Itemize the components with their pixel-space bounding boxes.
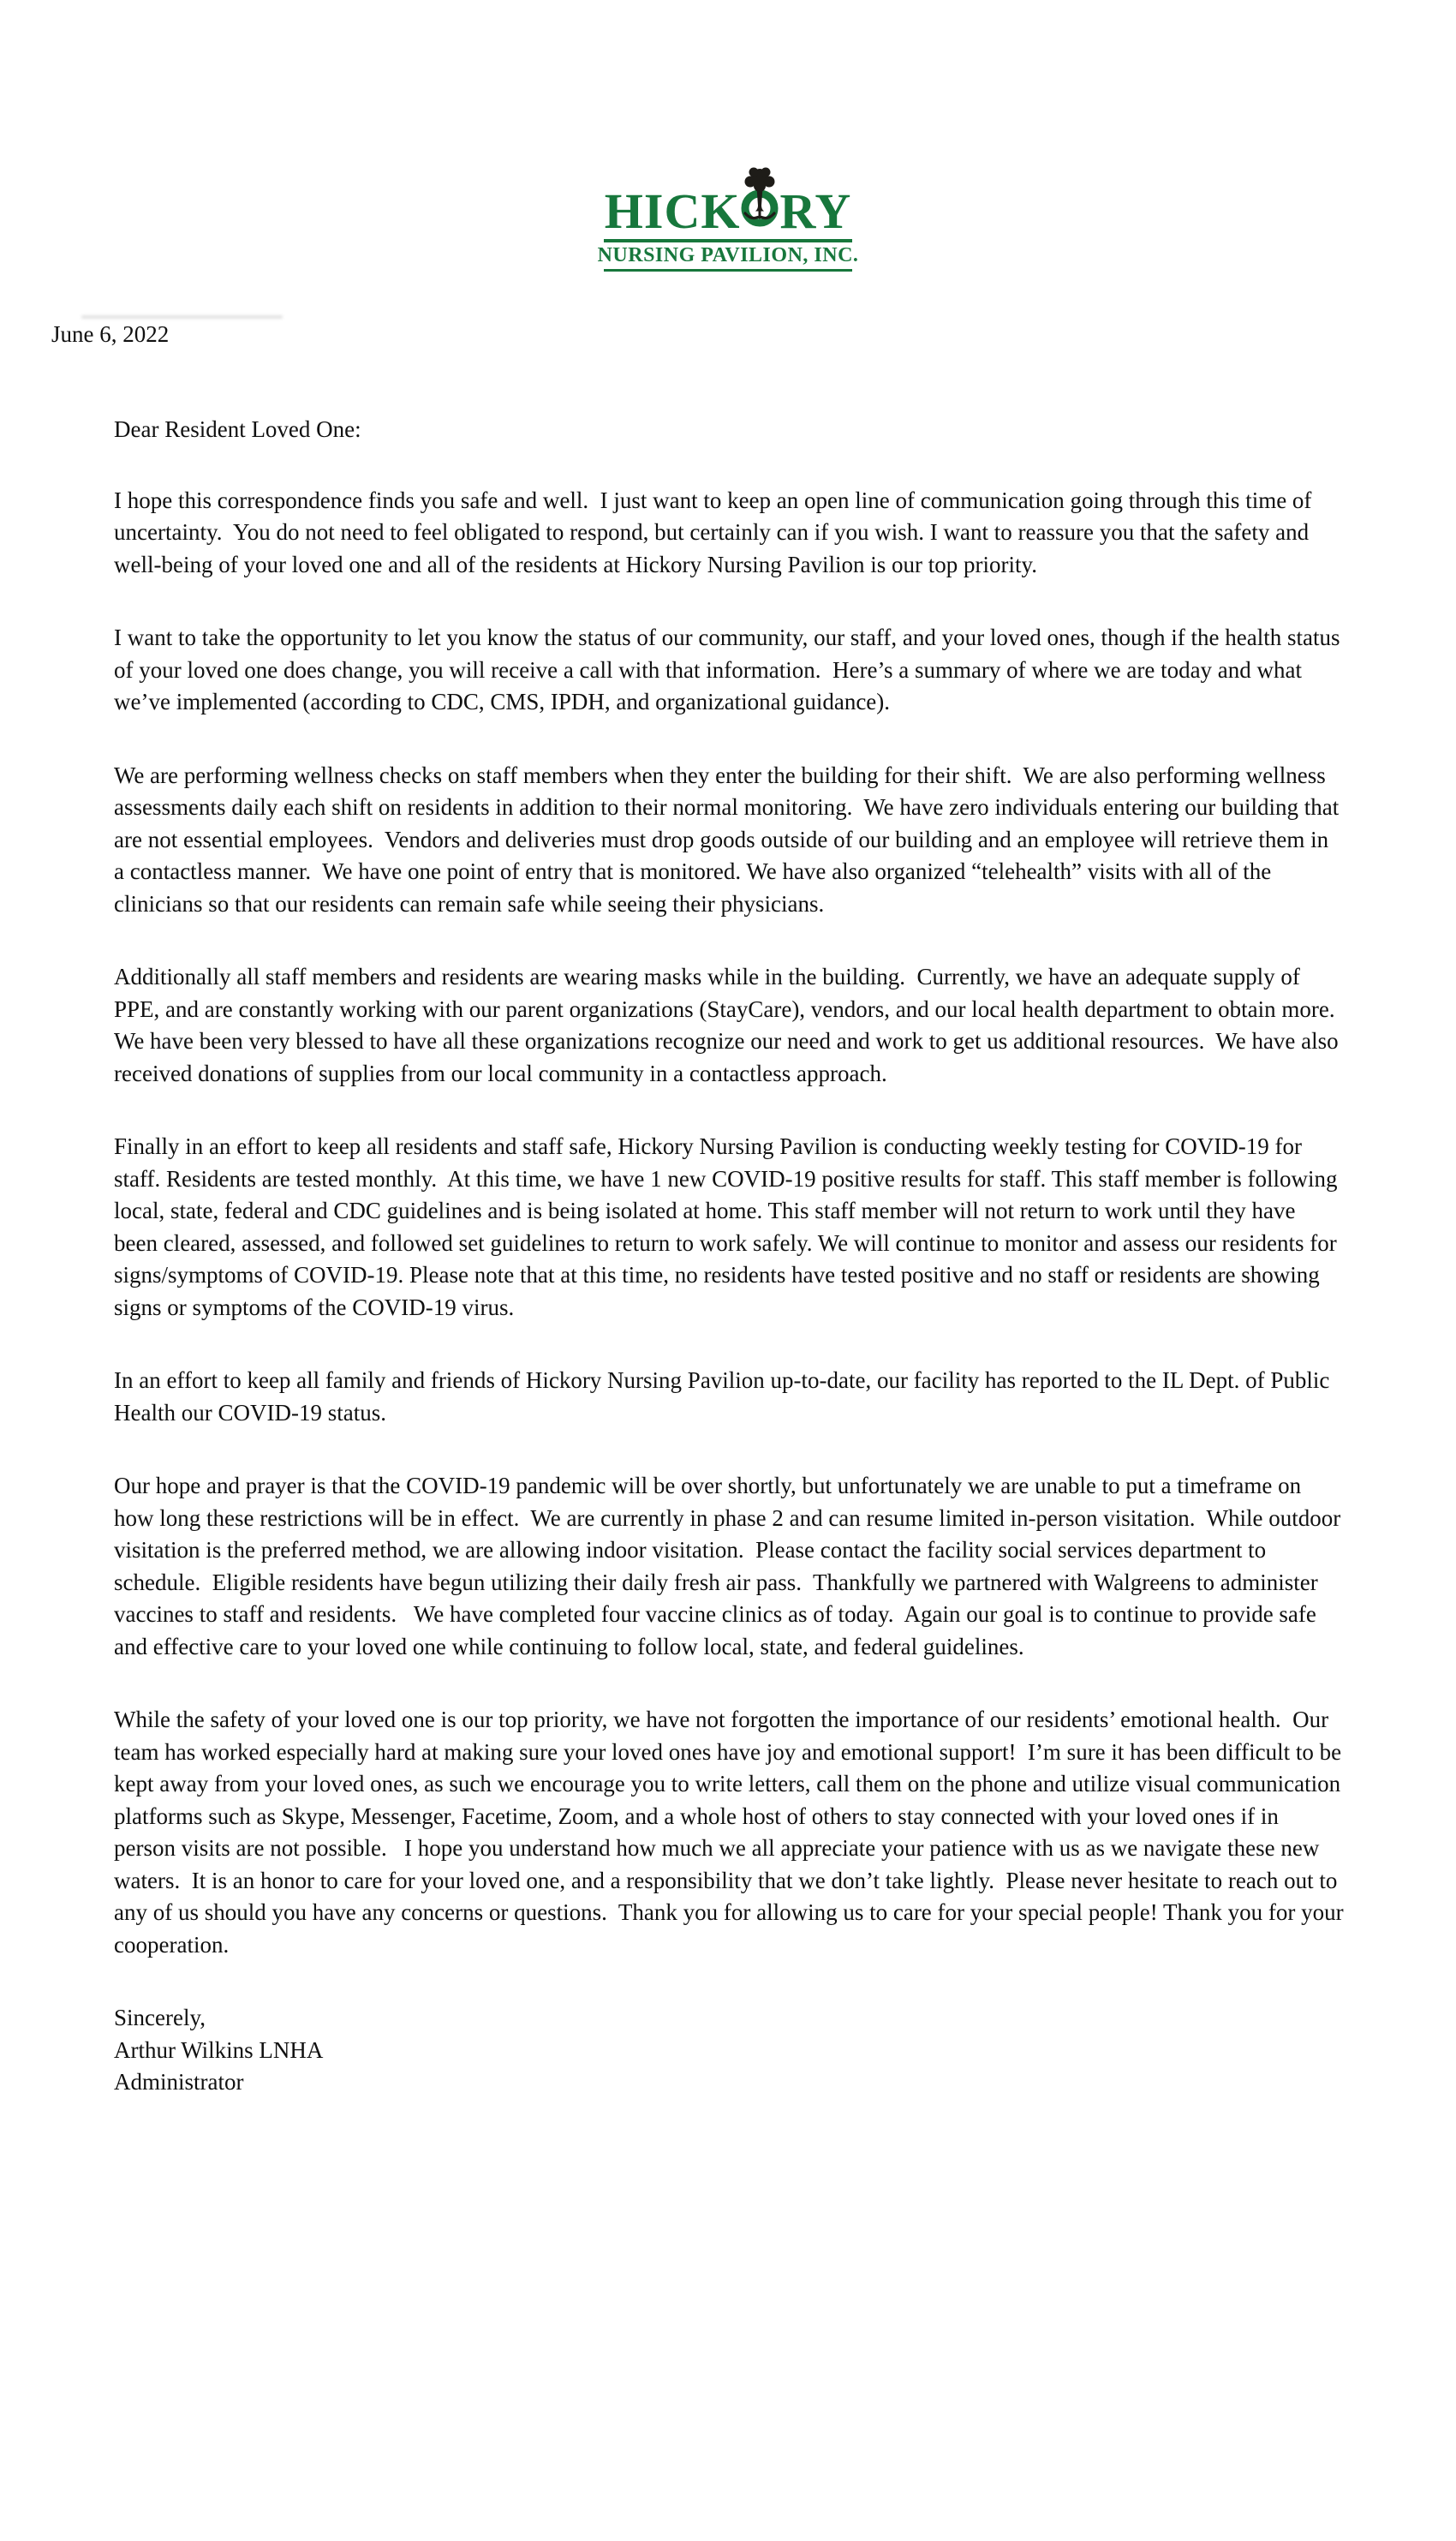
paragraph-2: I want to take the opportunity to let you know the status of our community, our staff, and your loved ones, though if the health status of your loved one does change, you will receive a call with that information. Here’s a summary of where we are today and what we’ve implemented (according to CDC, CMS, IPDH, and organizational guidance). (114, 625, 1346, 714)
logo-text-left: HICK (604, 183, 741, 239)
letter-date: June 6, 2022 (51, 321, 170, 347)
company-logo (0, 166, 1456, 272)
paragraph-5: Finally in an effort to keep all residents and staff safe, Hickory Nursing Pavilion is conducting weekly testing for COVID-19 for staff. Residents are tested monthly. At this time, we have 1 new COVID-19 positive results for staff. This staff member is following local, state, federal and CDC guidelines and is being isolated at home. This staff member will not return to work until they have been cleared, assessed, and followed set guidelines to return to work safely. We will continue to monitor and assess our residents for signs/symptoms of COVID-19. Please note that at this time, no residents have tested positive and no staff or residents are showing signs or symptoms of the COVID-19 virus. (114, 1133, 1344, 1320)
paragraph-4: Additionally all staff members and residents are wearing masks while in the building. Currently, we have an adequate supply of PPE, and are constantly working with our parent organizations (StayCare), vendors, and our local health department to obtain more. We have been very blessed to have all these organizations recognize our need and work to get us additional resources. We have also received donations of supplies from our local community in a contactless approach. (114, 964, 1346, 1086)
letter-body (114, 414, 1350, 2099)
logo-divider-bottom (604, 269, 852, 272)
salutation: Dear Resident Loved One: (114, 416, 361, 442)
paragraph-3: We are performing wellness checks on staff members when they enter the building for their shift. We are also performing wellness assessments daily each shift on residents in addition to their normal monitoring. We have zero individuals entering our building that are not essential employees. Vendors and deliveries must drop goods outside of our building and an employee will retrieve them in a contactless manner. We have one point of entry that is monitored. We have also organized “telehealth” visits with all of the clinicians so that our residents can remain safe while seeing their physicians. (114, 762, 1346, 917)
logo-subtitle: NURSING PAVILION, INC. (597, 244, 859, 266)
paragraph-8: While the safety of your loved one is our top priority, we have not forgotten the importance of our residents’ emotional health. Our team has worked especially hard at making sure your loved ones have joy and emotional support! I’m sure it has been difficult to be kept away from your loved ones, as such we encourage you to write letters, call them on the phone and utilize visual communication platforms such as Skype, Messenger, Facetime, Zoom, and a whole host of others to stay connected with your loved ones if in person visits are not possible. I hope you understand how much we all appreciate your patience with us as we navigate these new waters. It is an honor to care for your loved one, and a responsibility that we don’t take lightly. Please never hesitate to reach out to any of us should you have any concerns or questions. Thank you for allowing us to care for your special people! Thank you for your cooperation. (114, 1707, 1350, 1958)
paragraph-7: Our hope and prayer is that the COVID-19 pandemic will be over shortly, but unfortunately we are unable to put a timeframe on how long these restrictions will be in effect. We are currently in phase 2 and can resume limited in-person visitation. While outdoor visitation is the preferred method, we are allowing indoor visitation. Please contact the facility social services department to schedule. Eligible residents have begun utilizing their daily fresh air pass. Thankfully we partnered with Walgreens to administer vaccines to staff and residents. We have completed four vaccine clinics as of today. Again our goal is to continue to provide safe and effective care to your loved one while continuing to follow local, state, and federal guidelines. (114, 1473, 1346, 1659)
logo-divider-top (604, 239, 852, 242)
logo-text-right: RY (779, 183, 852, 239)
closing-title: Administrator (114, 2069, 244, 2095)
paragraph-6: In an effort to keep all family and friends of Hickory Nursing Pavilion up-to-date, our facility has reported to the IL Dept. of Public Health our COVID-19 status. (114, 1367, 1336, 1426)
closing-valediction: Sincerely, (114, 2005, 206, 2030)
closing-block (114, 2002, 1344, 2099)
closing-name: Arthur Wilkins LNHA (114, 2036, 324, 2063)
logo-wordmark (604, 166, 852, 239)
hickory-tree-icon (740, 166, 779, 228)
paragraph-1: I hope this correspondence finds you safe and well. I just want to keep an open line of communication going through this time of uncertainty. You do not need to feel obligated to respond, but certainly can if you wish. I want to reassure you that the safety and well-being of your loved one and all of the residents at Hickory Nursing Pavilion is our top priority. (114, 487, 1318, 577)
